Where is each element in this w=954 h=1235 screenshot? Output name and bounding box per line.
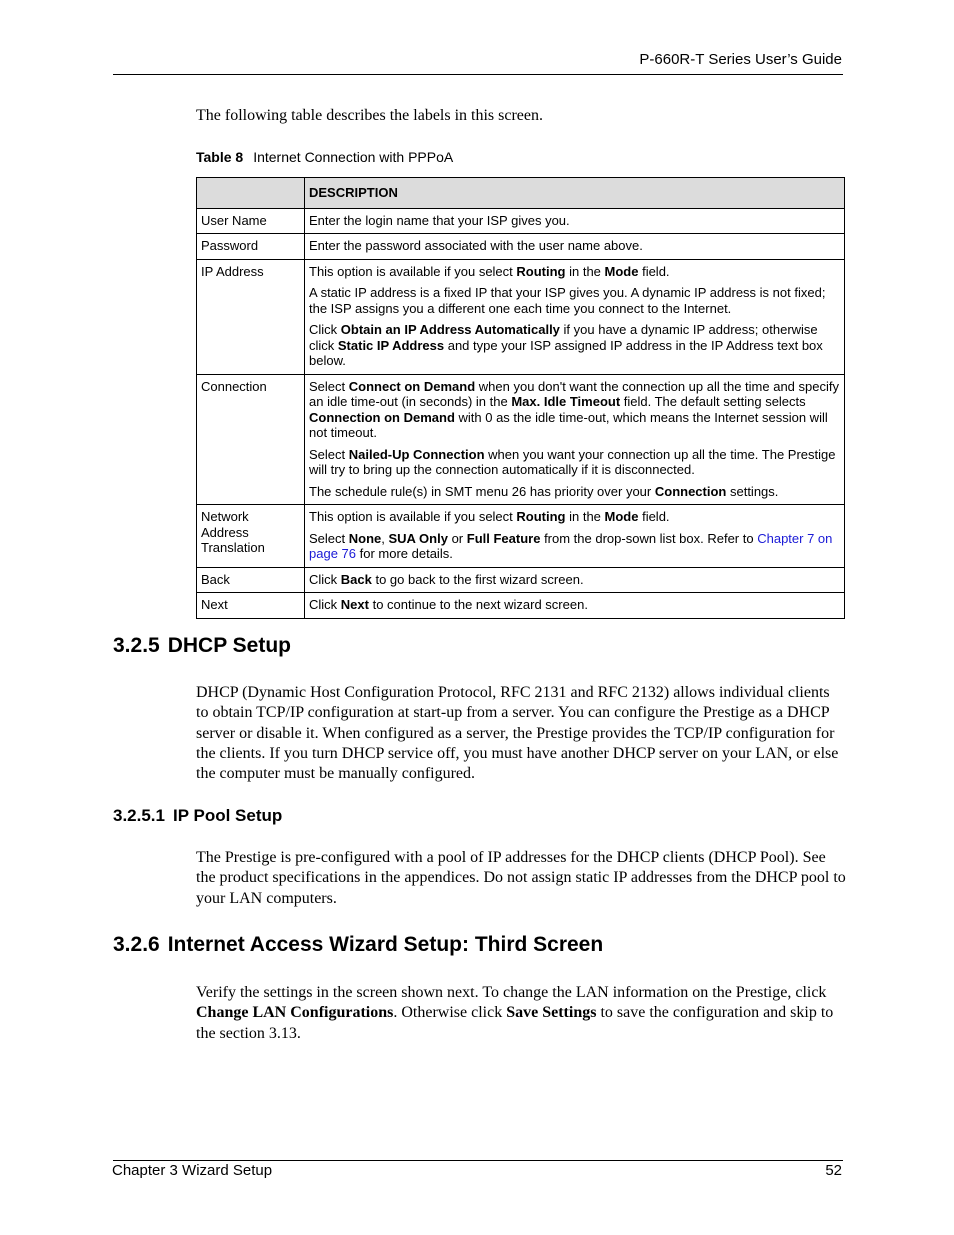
- table-row: [197, 234, 845, 260]
- footer-rule: [113, 1160, 843, 1161]
- table-row: [197, 208, 845, 234]
- row-description: [305, 259, 845, 374]
- section-heading-ip-pool: 3.2.5.1 IP Pool Setup: [113, 806, 283, 825]
- desc-paragraph: The schedule rule(s) in SMT menu 26 has priority over your Connection settings.: [309, 483, 779, 499]
- table-caption-text: Internet Connection with PPPoA: [253, 149, 454, 165]
- table-row: [197, 593, 845, 619]
- table-row: [197, 567, 845, 593]
- row-description: [305, 374, 845, 505]
- wizard-third-screen-body: Verify the settings in the screen shown next. To change the LAN information on the Prestige, click Change LAN Configurations. Otherwise click Save Settings to save the configuration and skip to the section 3.13.: [196, 984, 834, 1042]
- section-heading-dhcp: 3.2.5 DHCP Setup: [113, 634, 292, 657]
- footer-chapter: Chapter 3 Wizard Setup: [112, 1162, 273, 1179]
- dhcp-body: DHCP (Dynamic Host Configuration Protocol, RFC 2131 and RFC 2132) allows individual clients to obtain TCP/IP configuration at start-up from a server. You can configure the Prestige as a DHCP server or disable it. When configured as a server, the Prestige provides the TCP/IP configuration for the clients. If you turn DHCP service off, you must have another DHCP server on your LAN, or else the computer must be manually configured.: [196, 684, 839, 783]
- table-header-description: DESCRIPTION: [305, 178, 845, 209]
- desc-paragraph: Select Connect on Demand when you don't want the connection up all the time and specify an idle time-out (in seconds) in the Max. Idle Timeout field. The default setting selects Connection on Demand with 0 as the idle time-out, which means the Internet session will not timeout.: [309, 378, 839, 440]
- table-header-label: [197, 178, 305, 209]
- row-description: [305, 505, 845, 568]
- table-caption-label: Table 8: [196, 149, 244, 165]
- desc-paragraph: Select None, SUA Only or Full Feature from the drop-sown list box. Refer to Chapter 7 on page 76 for more details.: [309, 530, 833, 561]
- desc-paragraph: A static IP address is a fixed IP that your ISP gives you. A dynamic IP address is not fixed; the ISP assigns you a different one each time you connect to the Internet.: [309, 285, 826, 316]
- row-label: User Name: [197, 208, 305, 234]
- table-row: [197, 505, 845, 568]
- header-rule: [113, 74, 843, 75]
- chapter-7-link[interactable]: Chapter 7 on page 76: [309, 530, 833, 561]
- table-row: [197, 259, 845, 374]
- desc-paragraph: Select Nailed-Up Connection when you want your connection up all the time. The Prestige will try to bring up the connection automatically if it is disconnected.: [309, 446, 836, 477]
- ip-pool-body: The Prestige is pre-configured with a pool of IP addresses for the DHCP clients (DHCP Pool). See the product specifications in the appendices. Do not assign static IP addresses from the DHCP pool to your LAN computers.: [196, 849, 846, 907]
- row-label: Back: [197, 567, 305, 593]
- row-description: Click Back to go back to the first wizard screen.: [305, 567, 845, 593]
- running-header-title: P-660R-T Series User’s Guide: [639, 51, 842, 68]
- row-label: Password: [197, 234, 305, 260]
- intro-text: The following table describes the labels in this screen.: [196, 107, 544, 124]
- description-table: [196, 177, 845, 619]
- row-description: Enter the password associated with the user name above.: [305, 234, 845, 260]
- page-number: 52: [825, 1162, 842, 1179]
- section-heading-wizard-third-screen: 3.2.6 Internet Access Wizard Setup: Third Screen: [113, 933, 604, 956]
- desc-paragraph: Click Obtain an IP Address Automatically if you have a dynamic IP address; otherwise click Static IP Address and type your ISP assigned IP address in the IP Address text box below.: [309, 322, 823, 368]
- row-label: IP Address: [197, 259, 305, 374]
- table-row: [197, 374, 845, 505]
- table-caption: [196, 149, 453, 165]
- row-description: Enter the login name that your ISP gives you.: [305, 208, 845, 234]
- desc-paragraph: This option is available if you select Routing in the Mode field.: [309, 263, 670, 279]
- row-label: Network Address Translation: [197, 505, 305, 568]
- desc-paragraph: This option is available if you select Routing in the Mode field.: [309, 509, 670, 524]
- table-header-row: [197, 178, 845, 209]
- row-label: Next: [197, 593, 305, 619]
- row-description: Click Next to continue to the next wizard screen.: [305, 593, 845, 619]
- row-label: Connection: [197, 374, 305, 505]
